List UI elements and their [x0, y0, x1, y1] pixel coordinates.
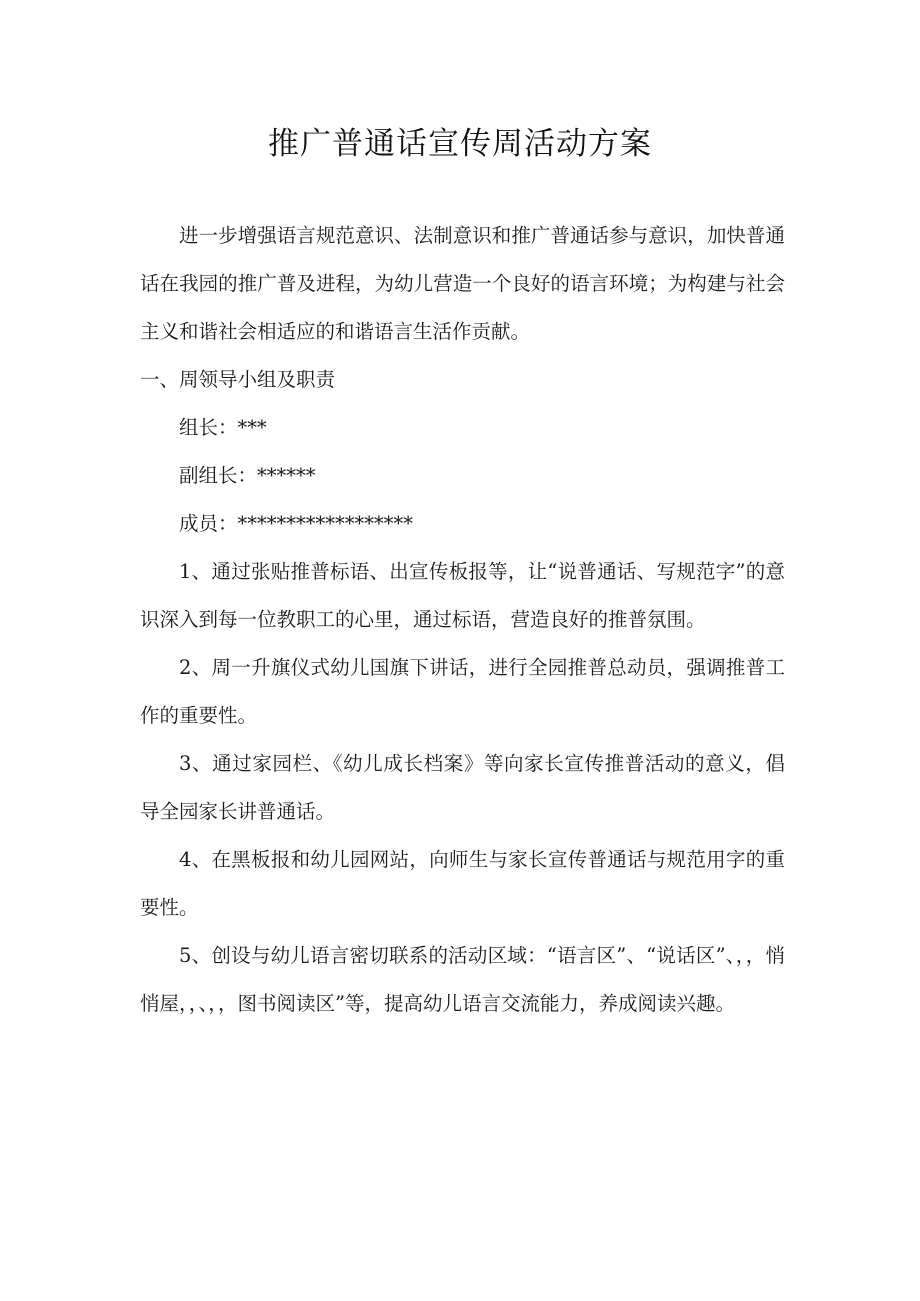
section-heading: 一、周领导小组及职责 [140, 368, 336, 391]
list-item: 4、在黑板报和幼儿园网站，向师生与家长宣传普通话与规范用字的重要性。 [140, 848, 785, 919]
list-item: 1、通过张贴推普标语、出宣传板报等，让“说普通话、写规范字”的意识深入到每一位教职工的心里，通过标语，营造良好的推普氛围。 [140, 560, 785, 631]
document-body [140, 212, 785, 1028]
deputy-leader-line: 副组长：****** [179, 464, 316, 487]
list-item: 2、周一升旗仪式幼儿国旗下讲话，进行全园推普总动员，强调推普工作的重要性。 [140, 656, 785, 727]
document-title: 推广普通话宣传周活动方案 [268, 126, 652, 162]
list-item: 5、创设与幼儿语言密切联系的活动区域：“语言区”、“说话区”、，，悄悄屋，，、，，图书阅读区”等，提高幼儿语言交流能力，养成阅读兴趣。 [140, 944, 785, 1015]
members-line: 成员：****************** [179, 512, 414, 535]
list-item: 3、通过家园栏、《幼儿成长档案》等向家长宣传推普活动的意义，倡导全园家长讲普通话。 [140, 752, 785, 823]
leader-line: 组长：*** [179, 416, 267, 439]
intro-paragraph: 进一步增强语言规范意识、法制意识和推广普通话参与意识，加快普通话在我园的推广普及进程，为幼儿营造一个良好的语言环境；为构建与社会主义和谐社会相适应的和谐语言生活作贡献。 [140, 224, 785, 343]
